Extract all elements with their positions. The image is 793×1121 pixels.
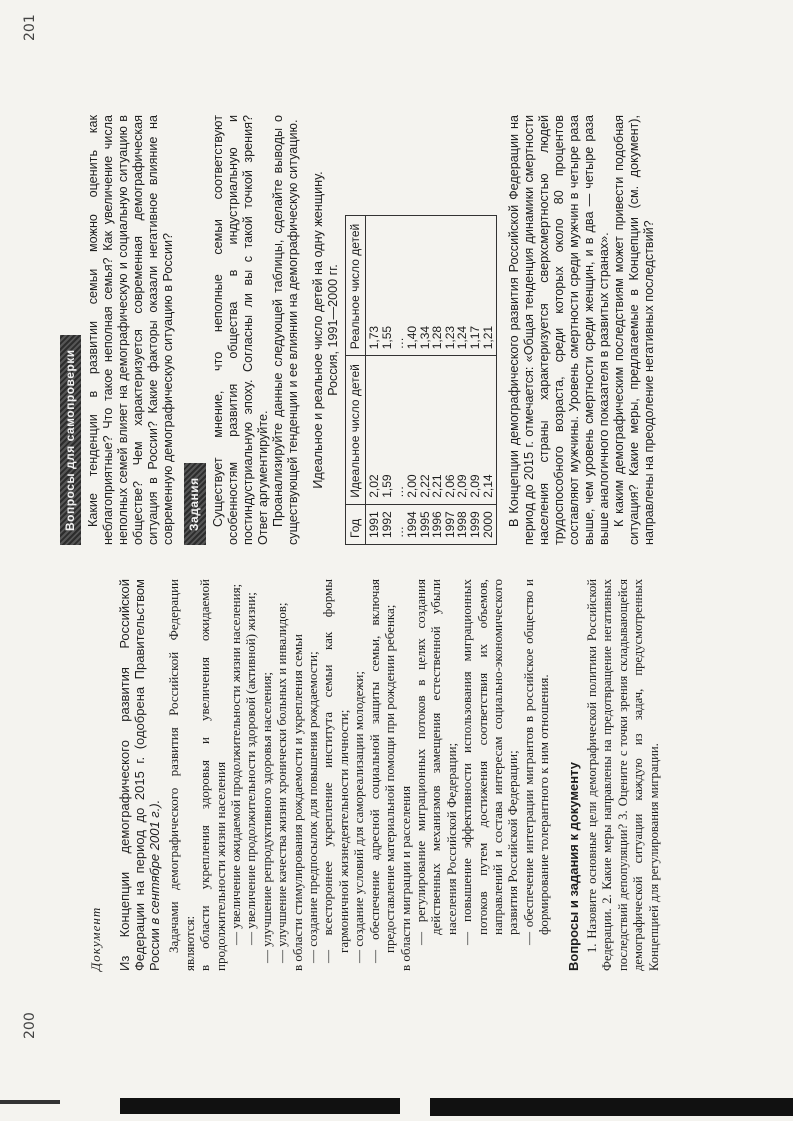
cell: 2,02 [367,474,382,498]
list-item: — обеспечение интеграции мигрантов в российское общество и формирование толерантного к ним отношения. [520,579,552,945]
table-caption-line-1: Идеальное и реальное число детей на одну женщину. [310,171,325,489]
document-intro: Задачами демографического развития Российской Федерации являются: [166,579,197,971]
children-table [345,215,497,545]
list-item: — улучшение качества жизни хронически больных и инвалидов; [274,602,290,963]
cell: 1,40 [405,325,419,350]
cell: 1,17 [467,325,482,350]
task-3-question: К каким демографическим последствиям может привести подобная ситуация? Какие меры, предлагаемые в Концепции (см. документ), направлены на преодоление негативных последствий? [612,115,657,545]
scan-edge-mark [0,1100,60,1104]
cell: 1999 [467,511,482,538]
cell: 1,55 [379,325,394,350]
table-row [366,216,497,545]
list-item: — создание предпосылок для повышения рождаемости; [305,651,321,963]
task-3: В Концепции демографического развития Российской Федерации на период до 2015 г. отмечается: «Общая тенденция динамики смертности населения страны характеризуется сверхсмертностью людей трудоспособного возраста, среди которых около 80 процентов составляют мужчины. Уровень смертности среди мужчин в четыре раза выше, чем уровень смертности среди женщин, и в два — четыре раза выше аналогичного показателя в развитых странах». [507,115,612,545]
cell: 1,24 [455,325,470,350]
page-number: 201 [22,14,38,41]
column-header-year: Год [345,504,365,544]
cell: 1991 [367,511,382,538]
self-check-questions: Какие тенденции в развитии семьи можно оценить как неблагоприятные? Что такое неполная семья? Как увеличение числа неполных семей влияет на демографическую и социальную ситуацию в обществе? Чем характеризуется современная демографическая ситуация в России? Какие факторы оказали негативное влияние на современную демографическую ситуацию в России? [86,115,176,545]
cell: 1,34 [417,325,432,350]
year-cells [366,504,497,544]
left-page [0,561,793,1121]
cell: 1992 [379,511,394,538]
self-check-banner: Вопросы для самопроверки [60,335,81,545]
cell: 1,23 [442,325,457,350]
section-heading-family: в области стимулирования рождаемости и укрепления семьи [289,634,305,971]
document-label: Документ [88,906,103,971]
cell: 1,73 [367,325,382,350]
list-item: — увеличение продолжительности здоровой (активной) жизни; [243,592,259,945]
column-header-ideal: Идеальное число детей [345,356,365,505]
section-heading-health: в области укрепления здоровья и увеличения ожидаемой продолжительности жизни населения [197,579,228,971]
right-column [60,115,657,545]
cell: 1997 [442,511,457,538]
questions-heading: Вопросы и задания к документу [565,762,581,971]
task-1: Существует мнение, что неполные семьи соответствуют особенностям развития общества в индустриальную и постиндустриальную эпоху. Согласны ли вы с такой точкой зрения? Ответ аргументируйте. [210,115,270,545]
document-title [117,579,162,971]
list-item: — увеличение ожидаемой продолжительности жизни населения; [228,583,244,945]
cell: 1,21 [480,325,495,350]
cell: 2,09 [455,474,470,498]
ideal-cells [366,356,497,505]
column-header-real: Реальное число детей [345,216,365,356]
table-header-row [345,216,365,545]
cell: 2,14 [480,474,495,498]
scan-edge-shadow [430,1098,793,1116]
cell: 2,00 [405,474,419,498]
cell: 1,59 [379,474,394,498]
left-column [88,579,662,971]
tasks-banner: Задания [184,463,205,545]
list-item: — улучшение репродуктивного здоровья населения; [258,671,274,963]
real-cells [366,216,497,356]
document-title-main: Из Концепции демографического развития Российской Федерации на период до 2015 г. (одобрена Правительством России [117,579,163,971]
document-title-date: в сентябре 2001 г.). [147,799,163,925]
cell: 2000 [480,511,495,538]
cell: 2,22 [417,474,432,498]
table-caption [311,115,341,545]
section-heading-migration: в области миграции и расселения [397,785,413,971]
page-number: 200 [22,1012,38,1039]
table-caption-line-2: Россия, 1991—2000 гг. [325,264,340,396]
list-item: — создание условий для самореализации молодежи; [351,671,367,963]
cell: … [392,337,407,350]
cell: … [392,485,407,498]
list-item: — обеспечение адресной социальной защиты семьи, включая предоставление материальной помощи при рождении ребенка; [366,579,398,963]
cell: 1,28 [430,325,445,350]
cell: 1996 [430,511,445,538]
cell: 2,09 [467,474,482,498]
list-item: — регулирование миграционных потоков в целях создания действенных механизмов замещения естественной убыли населения Российской Федерации; [412,579,459,945]
cell: 1998 [455,511,470,538]
cell: 2,06 [442,474,457,498]
task-2: Проанализируйте данные следующей таблицы, сделайте выводы о существующей тенденции и ее влиянии на демографическую ситуацию. [270,115,300,545]
questions-text: 1. Назовите основные цели демографической политики Российской Федерации. 2. Какие меры направлены на предотвращение негативных последствий депопуляции? 3. Оцените с точки зрения складывающейся демографической ситуации каждую из задач, предусмотренных Концепцией для регулирования миграции. [584,579,661,971]
cell: 1995 [417,511,432,538]
cell: 1994 [405,511,419,538]
cell: … [392,526,407,538]
scan-edge-shadow [120,1098,400,1114]
cell: 2,21 [430,474,445,498]
list-item: — всестороннее укрепление института семьи как формы гармоничной жизнедеятельности личности; [320,579,351,963]
list-item: — повышение эффективности использования миграционных потоков путем достижения соответствия их объемов, направлений и состава интересам социально-экономического развития Российской Федерации; [459,579,521,945]
